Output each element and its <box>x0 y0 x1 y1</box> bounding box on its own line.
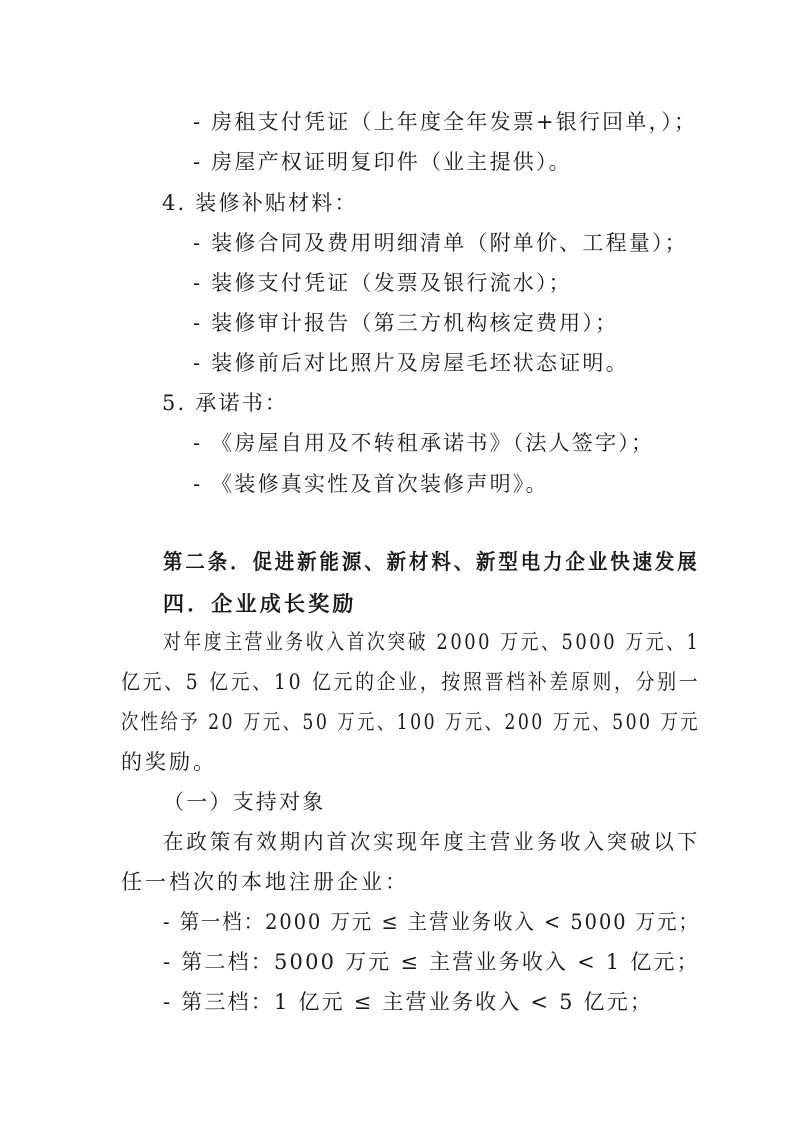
item-4-subitem-contract: - 装修合同及费用明细清单（附单价、工程量）； <box>193 231 688 255</box>
rent-item-property-certificate: - 房屋产权证明复印件（业主提供）。 <box>193 150 572 174</box>
item-5-subitem-declaration: - 《装修真实性及首次装修声明》。 <box>193 472 549 496</box>
rent-item-payment-proof: - 房租支付凭证（上年度全年发票+银行回单，）； <box>193 110 698 134</box>
item-5-subitem-self-use: - 《房屋自用及不转租承诺书》（法人签字）； <box>193 431 655 455</box>
item-4-subitem-audit: - 装修审计报告（第三方机构核定费用）； <box>193 311 619 335</box>
paragraph-line-3: 次性给予 20 万元、50 万元、100 万元、200 万元、500 万元 <box>121 710 701 734</box>
support-object-heading: （一）支持对象 <box>163 790 326 814</box>
article-2-title: 第二条．促进新能源、新材料、新型电力企业快速发展 <box>163 549 700 574</box>
support-line-2: 任一档次的本地注册企业： <box>121 870 409 894</box>
paragraph-line-4: 的奖励。 <box>121 750 217 774</box>
tier-1: - 第一档：2000 万元 ≤ 主营业务收入 < 5000 万元； <box>163 910 700 934</box>
tier-3: - 第三档：1 亿元 ≤ 主营业务收入 < 5 亿元； <box>163 990 654 1014</box>
tier-2: - 第二档：5000 万元 ≤ 主营业务收入 < 1 亿元； <box>163 950 700 974</box>
paragraph-line-2: 亿元、5 亿元、10 亿元的企业，按照晋档补差原则，分别一 <box>121 670 701 694</box>
support-line-1: 在政策有效期内首次实现年度主营业务收入突破以下 <box>163 830 701 854</box>
item-4-subitem-payment: - 装修支付凭证（发票及银行流水）； <box>193 271 572 295</box>
section-4-title: 四．企业成长奖励 <box>163 591 357 616</box>
item-4-subitem-photos: - 装修前后对比照片及房屋毛坯状态证明。 <box>193 351 629 375</box>
item-5-heading: 5. 承诺书： <box>162 391 289 415</box>
item-4-heading: 4. 装修补贴材料： <box>162 191 358 215</box>
paragraph-line-1: 对年度主营业务收入首次突破 2000 万元、5000 万元、1 <box>163 630 701 654</box>
